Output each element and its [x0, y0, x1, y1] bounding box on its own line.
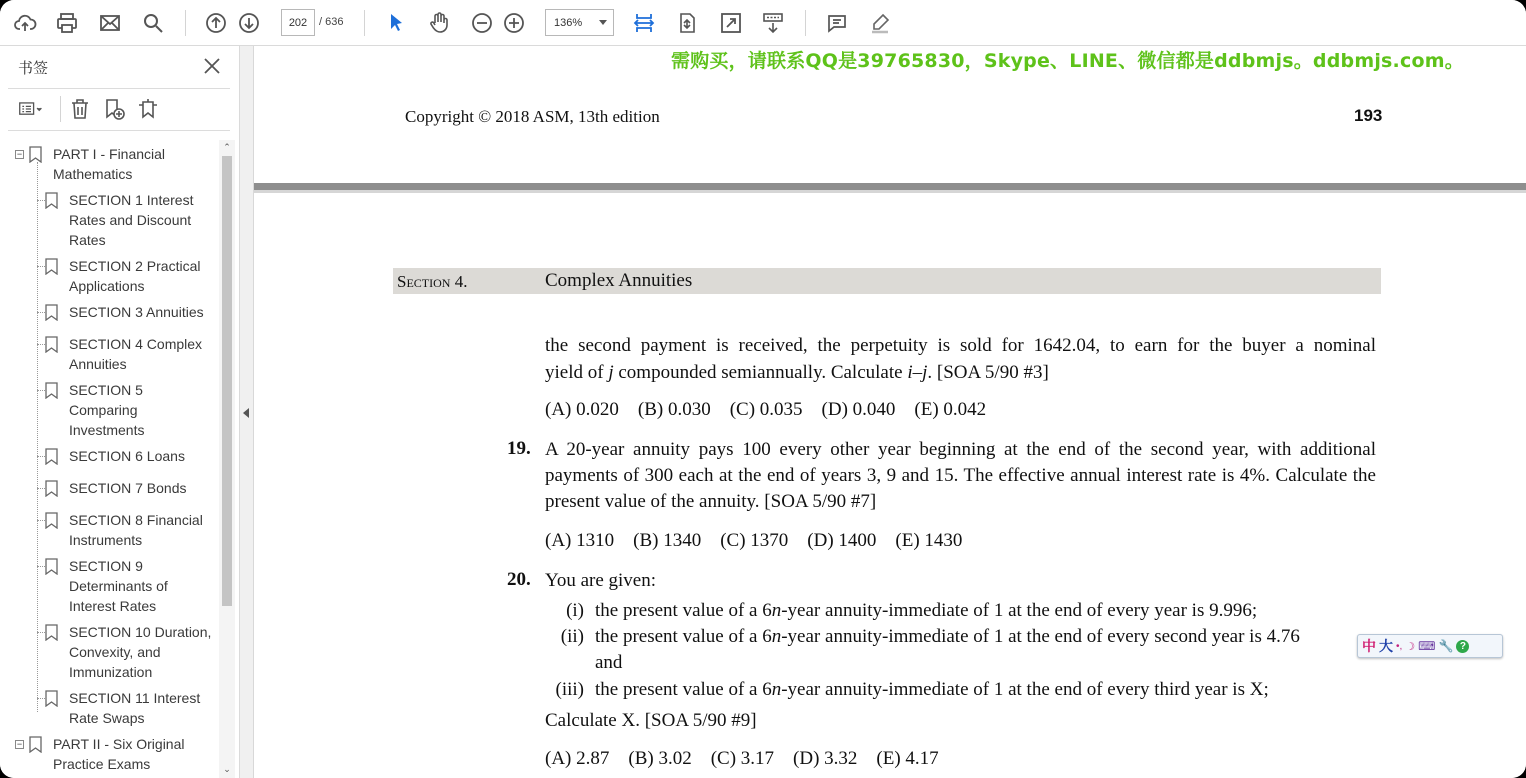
- collapse-toggle[interactable]: −: [16, 739, 23, 749]
- tree-guide: [37, 162, 38, 712]
- q19-text: A 20-year annuity pays 100 every other year beginning at the end of the second year, with additional payments of 300 each at the end of years 3, 9 and 15. The effective annual interest rate is 4%. Calculate the present value of the annuity. [SOA 5/90 #7]: [545, 439, 1376, 512]
- sidebar-scrollbar[interactable]: [219, 140, 235, 778]
- sidebar-item-label: PART II - Six Original Practice Exams: [53, 736, 185, 772]
- sidebar-item-section-10[interactable]: [69, 622, 218, 682]
- bookmark-icon: [45, 624, 58, 641]
- punctuation-icon[interactable]: •,: [1396, 640, 1403, 652]
- text-run: i–j: [907, 362, 928, 383]
- sidebar-item-section-3[interactable]: [69, 302, 215, 322]
- sidebar-item-label: SECTION 1 Interest Rates and Discount Rates: [69, 192, 194, 248]
- sidebar-item-section-8[interactable]: [69, 510, 214, 550]
- fit-page-icon[interactable]: [672, 8, 702, 38]
- fit-width-icon[interactable]: [629, 8, 659, 38]
- collapse-toggle[interactable]: −: [16, 149, 23, 159]
- divider: [8, 88, 230, 89]
- bookmark-icon: [45, 336, 58, 353]
- document-view[interactable]: [254, 46, 1526, 778]
- q20-calc: Calculate X. [SOA 5/90 #9]: [545, 710, 757, 731]
- bookmark-icon: [29, 736, 42, 753]
- bookmarks-title: 书签: [18, 60, 49, 77]
- sidebar-item-section-5[interactable]: [69, 380, 169, 440]
- sidebar-item-label: PART I - Financial Mathematics: [53, 146, 166, 182]
- options-menu-icon[interactable]: [18, 96, 44, 122]
- hand-icon[interactable]: [424, 8, 454, 38]
- bookmark-icon: [45, 304, 58, 321]
- text-run: n: [771, 600, 782, 621]
- bookmark-icon: [45, 382, 58, 399]
- bookmark-icon: [29, 146, 42, 163]
- bookmark-tree: [0, 140, 218, 778]
- sidebar-item-label: SECTION 7 Bonds: [69, 480, 187, 496]
- watermark-text: 需购买，请联系QQ是39765830，Skype、LINE、微信都是ddbmjs。ddbmjs.com。: [671, 50, 1464, 72]
- page-footer-copyright: Copyright © 2018 ASM, 13th edition: [405, 107, 660, 126]
- text-run: j: [608, 362, 614, 383]
- print-icon[interactable]: [52, 8, 82, 38]
- toolbar-separator: [60, 96, 61, 122]
- text-run: -year annuity-immediate of 1 at the end of every third year is X;: [781, 679, 1269, 700]
- text-run: the present value of a 6: [595, 600, 772, 621]
- select-cursor-icon[interactable]: [381, 8, 411, 38]
- bookmark-icon: [45, 192, 58, 209]
- section-header: [393, 268, 1381, 294]
- keyboard-icon[interactable]: ⌨: [1418, 639, 1436, 653]
- sidebar-item-label: SECTION 5 Comparing Investments: [69, 382, 145, 438]
- email-icon[interactable]: [95, 8, 125, 38]
- bookmark-icon: [45, 480, 58, 497]
- section-label: Section 4.: [397, 272, 468, 291]
- page-separator: [254, 183, 1526, 190]
- toolbar-separator: [185, 10, 186, 36]
- highlight-icon[interactable]: [865, 8, 895, 38]
- text-run: . [SOA 5/90 #3]: [927, 362, 1049, 383]
- ime-width-char[interactable]: 大: [1379, 638, 1393, 654]
- sidebar-item-label: SECTION 8 Financial Instruments: [69, 512, 203, 548]
- sidebar-item-section-9[interactable]: [69, 556, 189, 616]
- help-icon[interactable]: ?: [1456, 640, 1469, 653]
- add-bookmark-icon[interactable]: [101, 96, 127, 122]
- chevron-down-icon: [599, 20, 607, 25]
- page-separator: [254, 190, 1526, 193]
- text-run: n: [771, 679, 782, 700]
- scroll-up-icon[interactable]: ⌃: [223, 142, 231, 152]
- q20-item-text: [595, 652, 622, 674]
- q20-item-index: (ii): [560, 626, 584, 647]
- toolbar-separator: [805, 10, 806, 36]
- close-icon[interactable]: [201, 55, 223, 77]
- bookmark-icon: [45, 558, 58, 575]
- q20-item-index: (iii): [555, 679, 584, 700]
- expand-bookmark-icon[interactable]: [135, 96, 161, 122]
- q20-intro: You are given:: [545, 570, 657, 591]
- page-footer-number: 193: [1354, 106, 1383, 125]
- bookmark-icon: [45, 258, 58, 275]
- sidebar-item-section-11[interactable]: [69, 688, 209, 728]
- sidebar-item-label: SECTION 10 Duration, Convexity, and Immunization: [69, 624, 212, 680]
- bookmark-icon: [45, 690, 58, 707]
- zoom-select[interactable]: [545, 9, 614, 36]
- cloud-upload-icon[interactable]: [10, 8, 40, 38]
- sidebar-item-label: SECTION 11 Interest Rate Swaps: [69, 690, 201, 726]
- divider: [8, 130, 230, 131]
- bookmark-icon: [45, 448, 58, 465]
- q18-choices: (A) 0.020 (B) 0.030 (C) 0.035 (D) 0.040 (E) 0.042: [545, 399, 987, 420]
- q19-number: 19.: [507, 438, 531, 459]
- q20-item-text: [595, 626, 1300, 648]
- text-run: compounded semiannually. Calculate: [613, 362, 908, 383]
- q20-item-index: (i): [566, 600, 584, 621]
- collapse-arrow-icon[interactable]: [243, 408, 249, 418]
- text-run: the present value of a 6: [595, 626, 772, 647]
- zoom-value: 136%: [554, 16, 583, 29]
- trash-icon[interactable]: [67, 96, 93, 122]
- page-number-input[interactable]: 202: [281, 9, 315, 36]
- toolbar-separator: [364, 10, 365, 36]
- moon-icon[interactable]: ☽: [1405, 640, 1416, 653]
- zoom-out-icon[interactable]: [467, 8, 497, 38]
- q18-text-line1: the second payment is received, the perpetuity is sold for 1642.04, to earn for the buyer a nominal: [545, 335, 1376, 356]
- page-total: / 636: [319, 16, 344, 28]
- sidebar-item-section-1[interactable]: [69, 190, 209, 250]
- scroll-thumb[interactable]: [222, 156, 232, 606]
- sidebar-item-part-1[interactable]: [53, 144, 203, 184]
- sidebar-item-section-4[interactable]: [69, 334, 209, 374]
- wrench-icon[interactable]: 🔧: [1438, 639, 1454, 653]
- read-mode-icon[interactable]: [758, 8, 788, 38]
- q20-number: 20.: [507, 569, 531, 590]
- q20-item-text: [595, 600, 1257, 622]
- toolbar: [0, 0, 1526, 46]
- sidebar-item-section-7[interactable]: [69, 478, 209, 498]
- ime-mode-char[interactable]: 中: [1362, 638, 1376, 654]
- comment-icon[interactable]: [822, 8, 852, 38]
- text-run: the present value of a 6: [595, 679, 772, 700]
- sidebar-item-label: SECTION 2 Practical Applications: [69, 258, 201, 294]
- text-run: yield of: [545, 362, 609, 383]
- zoom-in-icon[interactable]: [499, 8, 529, 38]
- q19-choices: (A) 1310 (B) 1340 (C) 1370 (D) 1400 (E) 1430: [545, 530, 963, 551]
- page-down-icon[interactable]: [234, 8, 264, 38]
- text-run: -year annuity-immediate of 1 at the end of every second year is 4.76: [781, 626, 1300, 647]
- text-run: -year annuity-immediate of 1 at the end of every year is 9.996;: [781, 600, 1258, 621]
- text-run: n: [771, 626, 782, 647]
- search-icon[interactable]: [138, 8, 168, 38]
- sidebar-item-label: SECTION 9 Determinants of Interest Rates: [69, 558, 168, 614]
- bookmarks-panel: [0, 46, 240, 778]
- sidebar-item-part-2[interactable]: [53, 734, 203, 774]
- q20-choices: (A) 2.87 (B) 3.02 (C) 3.17 (D) 3.32 (E) 4.17: [545, 748, 939, 769]
- sidebar-item-section-6[interactable]: [69, 446, 209, 466]
- q18-text-line2: [545, 360, 1376, 386]
- text-run: and: [595, 652, 623, 673]
- fullscreen-icon[interactable]: [716, 8, 746, 38]
- sidebar-item-label: SECTION 3 Annuities: [69, 304, 204, 320]
- scroll-down-icon[interactable]: ⌄: [223, 764, 231, 774]
- q20-item-text: [595, 679, 1269, 701]
- sidebar-item-section-2[interactable]: [69, 256, 209, 296]
- bookmark-icon: [45, 512, 58, 529]
- sidebar-item-label: SECTION 6 Loans: [69, 448, 185, 464]
- panel-collapse-handle[interactable]: [240, 46, 254, 778]
- sidebar-item-label: SECTION 4 Complex Annuities: [69, 336, 203, 372]
- page-up-icon[interactable]: [201, 8, 231, 38]
- section-title: Complex Annuities: [545, 270, 693, 291]
- ime-toolbar[interactable]: [1357, 634, 1503, 658]
